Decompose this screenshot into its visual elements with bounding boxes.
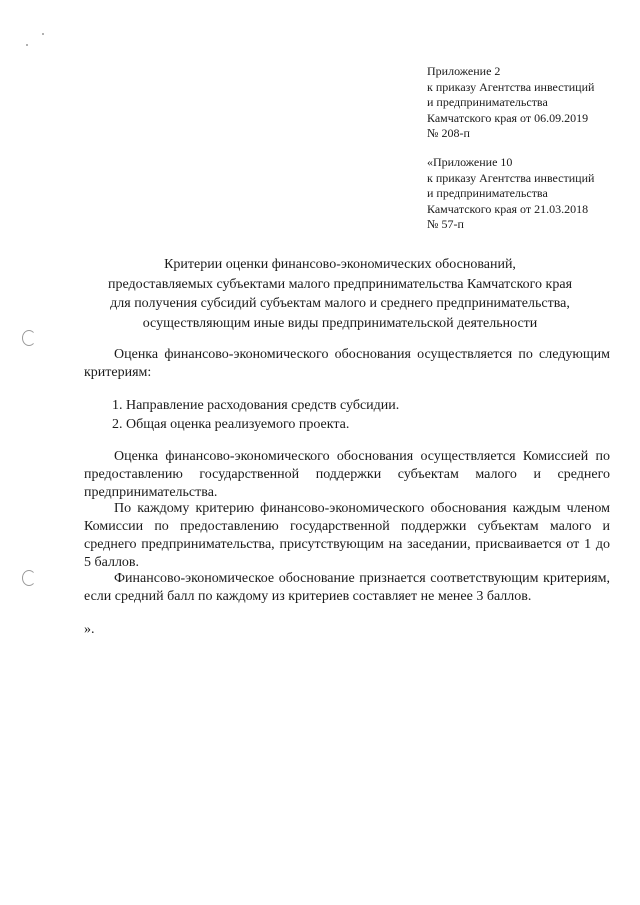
punch-hole-bottom <box>22 570 36 586</box>
criteria-list <box>112 396 399 434</box>
annex-line: к приказу Агентства инвестиций <box>427 79 595 94</box>
criteria-item: 2. Общая оценка реализуемого проекта. <box>112 417 350 432</box>
annex-header-previous <box>427 155 627 233</box>
scan-speck <box>42 33 44 35</box>
annex-line: Камчатского края от 06.09.2019 <box>427 110 589 125</box>
annex-line: и предпринимательства <box>427 186 548 200</box>
annex-line: и предпринимательства <box>427 95 548 109</box>
intro-paragraph: Оценка финансово-экономического обоснования осуществляется по следующим критериям: <box>84 347 610 380</box>
punch-hole-top <box>22 330 36 346</box>
scoring-paragraph: По каждому критерию финансово-экономического обоснования каждым членом Комиссии по предоставлению государственной поддержки субъектам малого и среднего предпринимательства, присутствующим на заседании, присваивается от 1 до 5 баллов. <box>84 501 610 570</box>
annex-line: Камчатского края от 21.03.2018 <box>427 201 589 216</box>
evaluation-paragraph: Оценка финансово-экономического обоснования осуществляется Комиссией по предоставлению государственной поддержки субъектам малого и среднего предпринимательства. <box>84 449 610 500</box>
annex-line: № 208-п <box>427 126 470 140</box>
annex-header-current <box>427 64 627 142</box>
scan-speck <box>26 44 28 46</box>
document-title <box>70 255 610 333</box>
title-line: предоставляемых субъектами малого предпринимательства Камчатского края <box>107 276 573 292</box>
closing-quote: ». <box>84 622 95 637</box>
compliance-paragraph: Финансово-экономическое обоснование признается соответствующим критериям, если средний балл по каждому из критериев составляет не менее 3 баллов. <box>84 571 610 604</box>
annex-line: к приказу Агентства инвестиций <box>427 170 595 185</box>
criteria-item: 1. Направление расходования средств субсидии. <box>112 398 400 413</box>
annex-line: «Приложение 10 <box>427 155 513 169</box>
title-line: для получения субсидий субъектам малого и среднего предпринимательства, <box>110 296 570 311</box>
annex-line: № 57-п <box>427 217 464 231</box>
annex-line: Приложение 2 <box>427 64 501 78</box>
title-line: Критерии оценки финансово-экономических обоснований, <box>164 257 516 272</box>
title-line: осуществляющим иные виды предпринимательской деятельности <box>142 315 538 331</box>
